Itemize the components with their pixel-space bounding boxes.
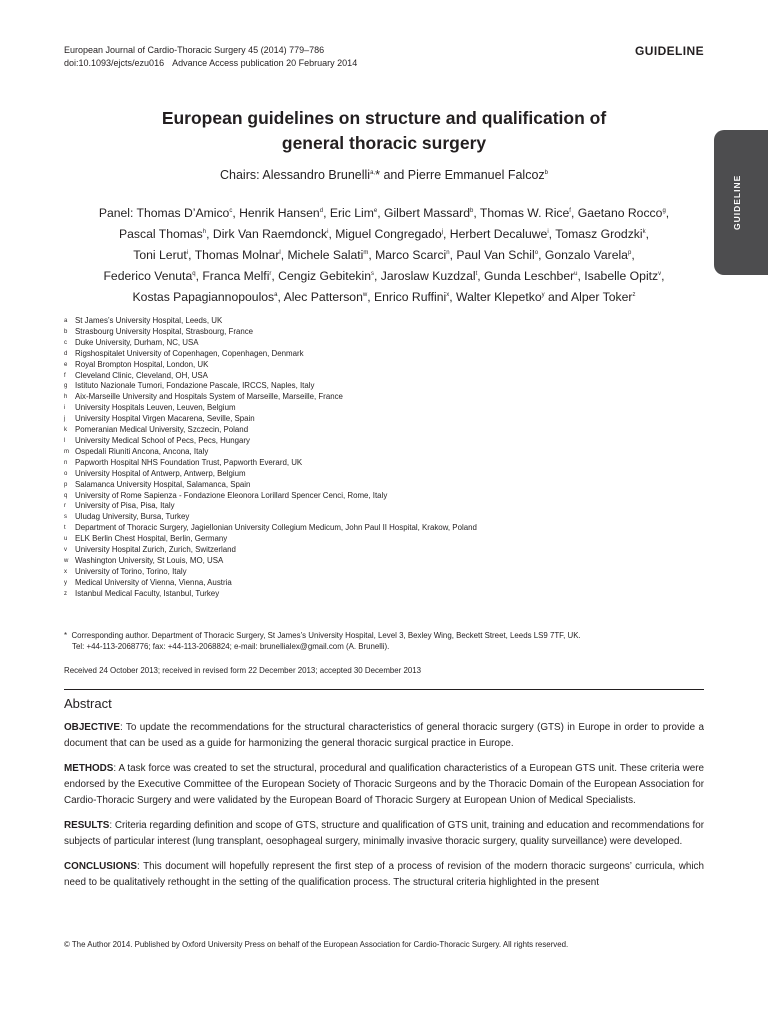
panel-author: , Henrik Hansen: [232, 206, 320, 220]
affiliation-item: [64, 349, 684, 360]
affiliations-list: [64, 316, 684, 600]
affiliation-marker: i: [547, 229, 549, 235]
panel-line: [64, 266, 704, 287]
affiliation-letter: h: [64, 394, 68, 401]
panel-author: Toni Lerut: [133, 248, 187, 262]
journal-doi-line: [64, 57, 357, 70]
affiliation-letter: m: [64, 448, 69, 455]
affiliation-letter: k: [64, 427, 67, 434]
panel-author: , Enrico Ruffini: [367, 290, 447, 304]
affiliation-item: [64, 414, 684, 425]
panel-author: , Alec Patterson: [277, 290, 363, 304]
affiliation-item: [64, 403, 684, 414]
abstract-section: [64, 859, 704, 891]
affiliation-item: [64, 360, 684, 371]
panel-author: , Gunda Leschber: [477, 269, 575, 283]
panel-author: ,: [661, 269, 665, 283]
received-dates: Received 24 October 2013; received in revised form 22 December 2013; accepted 30 December 2013: [64, 666, 422, 675]
affiliation-text: University Hospital Zurich, Zurich, Switzerland: [75, 545, 236, 555]
affiliation-marker: z: [632, 292, 636, 298]
affiliation-item: [64, 523, 684, 534]
affiliation-letter: y: [64, 579, 67, 586]
affiliation-text: Cleveland Clinic, Cleveland, OH, USA: [75, 370, 208, 380]
affiliation-letter: p: [64, 481, 68, 488]
panel-author: , Dirk Van Raemdonck: [206, 227, 328, 241]
affiliation-text: Duke University, Durham, NC, USA: [75, 337, 199, 347]
panel-line: [64, 224, 704, 245]
affiliation-letter: b: [64, 328, 68, 335]
panel-author: , Herbert Decaluwe: [443, 227, 548, 241]
affiliation-item: [64, 436, 684, 447]
side-tab: [714, 130, 768, 275]
affiliation-marker: w: [362, 292, 368, 298]
affiliation-marker: g: [662, 208, 666, 214]
panel-author: and Alper Toker: [544, 290, 633, 304]
affiliation-marker: b: [470, 208, 474, 214]
affiliation-marker: t: [475, 271, 478, 277]
doi[interactable]: doi:10.1093/ejcts/ezu016: [64, 58, 165, 68]
abstract-heading: Abstract: [64, 696, 112, 711]
affiliation-marker: e: [373, 208, 378, 214]
affiliation-item: [64, 327, 684, 338]
panel-author: , Isabelle Opitz: [577, 269, 659, 283]
panel-line: [64, 203, 704, 224]
panel-author: , Franca Melfi: [195, 269, 270, 283]
affiliation-letter: u: [64, 536, 68, 543]
affiliation-marker: y: [541, 292, 545, 298]
affiliation-item: [64, 589, 684, 600]
affiliation-marker: p: [627, 250, 632, 256]
chairs-line: [64, 168, 704, 182]
affiliation-marker: c: [229, 208, 233, 214]
chair-author-2: Pierre Emmanuel Falcoz: [407, 168, 545, 182]
affiliation-item: [64, 458, 684, 469]
affiliation-item: [64, 567, 684, 578]
advance-access: Advance Access publication 20 February 2014: [172, 58, 358, 68]
panel-author: Pascal Thomas: [119, 227, 203, 241]
affiliation-item: [64, 447, 684, 458]
panel-author: , Cengiz Gebitekin: [271, 269, 371, 283]
article-title: [64, 106, 704, 156]
section-label: GUIDELINE: [635, 44, 704, 58]
affiliation-letter: f: [64, 372, 66, 379]
affiliation-text: University Hospital of Antwerp, Antwerp, Belgium: [75, 468, 246, 478]
affiliation-letter: z: [64, 590, 67, 597]
affiliation-letter: l: [64, 437, 66, 444]
panel-author: ,: [665, 206, 670, 220]
panel-author: , Tomasz Grodzki: [548, 227, 643, 241]
affiliation-item: [64, 425, 684, 436]
copyright-footer: © The Author 2014. Published by Oxford University Press on behalf of the European Association for Cardio-Thoracic Surgery. All rights reserved.: [64, 940, 569, 949]
affiliation-letter: i: [64, 405, 66, 412]
affiliation-text: Medical University of Vienna, Vienna, Austria: [75, 577, 232, 587]
affiliation-letter: q: [64, 492, 68, 499]
panel-author: , Michele Salati: [280, 248, 364, 262]
affiliation-letter: n: [64, 459, 68, 466]
affiliation-letter: g: [64, 383, 68, 390]
affiliation-item: [64, 512, 684, 523]
affiliation-text: Rigshospitalet University of Copenhagen, Copenhagen, Denmark: [75, 348, 304, 358]
affiliation-letter: s: [64, 514, 67, 521]
affiliation-letter: r: [64, 503, 66, 510]
abstract-body: [64, 720, 704, 900]
journal-meta: [64, 44, 357, 70]
correspondence-line-1: Corresponding author. Department of Thoracic Surgery, St James’s University Hospital, Level 3, Bexley Wing, Beckett Street, Leeds LS9 7TF, UK.: [71, 631, 581, 640]
affiliation-marker: q: [192, 271, 196, 277]
panel-author: , Gaetano Rocco: [570, 206, 663, 220]
affiliation-item: [64, 480, 684, 491]
affiliation-item: [64, 338, 684, 349]
affiliation-text: Uludag University, Bursa, Turkey: [75, 512, 190, 522]
correspondence-marker: *: [64, 631, 68, 640]
abstract-section: [64, 761, 704, 809]
panel-author: , Thomas W. Rice: [473, 206, 570, 220]
affiliation-marker: k: [642, 229, 646, 235]
affiliation-text: Royal Brompton Hospital, London, UK: [75, 359, 209, 369]
affiliation-letter: c: [64, 339, 67, 346]
affiliation-item: [64, 556, 684, 567]
affiliation-marker: r: [269, 271, 272, 277]
affiliation-item: [64, 392, 684, 403]
affiliation-letter: d: [64, 350, 68, 357]
panel-author: , Thomas Molnar: [188, 248, 280, 262]
abstract-section-text: : A task force was created to set the structural, procedural and qualification characteristics of a European GTS unit. These criteria were endorsed by the Executive Committee of the European Society of Thoracic Surgeons and by the Thoracic Domain of the European Association for Cardio-Thoracic Surgery and were validated by the European Board of Thoracic Surgery at European Union of Medical Specialists.: [64, 763, 704, 806]
affiliation-text: Strasbourg University Hospital, Strasbourg, France: [75, 326, 254, 336]
affiliation-text: Department of Thoracic Surgery, Jagiellonian University Collegium Medicum, John Paul II Hospital, Krakow, Poland: [75, 523, 477, 533]
affiliation-item: [64, 501, 684, 512]
affiliation-item: [64, 469, 684, 480]
affiliation-marker: o: [534, 250, 539, 256]
abstract-section-label: METHODS: [64, 763, 114, 774]
panel-author: , Jaroslaw Kuzdzal: [374, 269, 476, 283]
journal-citation: European Journal of Cardio-Thoracic Surgery 45 (2014) 779–786: [64, 45, 325, 55]
side-tab-label: GUIDELINE: [732, 174, 742, 230]
affiliation-item: [64, 491, 684, 502]
affiliation-text: Aix-Marseille University and Hospitals System of Marseille, Marseille, France: [75, 392, 343, 402]
panel-author: , Gonzalo Varela: [538, 248, 628, 262]
panel-author: Panel: Thomas D’Amico: [98, 206, 230, 220]
affiliation-item: [64, 534, 684, 545]
affiliation-letter: o: [64, 470, 68, 477]
abstract-section-label: CONCLUSIONS: [64, 861, 137, 872]
divider: [64, 689, 704, 690]
panel-author: ,: [631, 248, 635, 262]
affiliation-item: [64, 381, 684, 392]
affiliation-letter: e: [64, 361, 68, 368]
affiliation-letter: j: [64, 416, 66, 423]
abstract-section-text: : To update the recommendations for the structural characteristics of general thoracic surgery (GTS) in Europe in order to provide a document that can be used as a guide for harmonizing the general thoracic surgical practice in Europe.: [64, 722, 704, 749]
correspondence-line-2: Tel: +44-113-2068776; fax: +44-113-2068824; e-mail: brunellialex@gmail.com (A. Brunelli).: [72, 642, 390, 651]
abstract-section-label: OBJECTIVE: [64, 722, 120, 733]
affiliation-text: Ospedali Riuniti Ancona, Ancona, Italy: [75, 446, 209, 456]
panel-author: Federico Venuta: [103, 269, 193, 283]
chairs-prefix: Chairs:: [220, 168, 263, 182]
title-line-1: European guidelines on structure and qualification of: [161, 108, 607, 128]
affiliation-marker: j: [441, 229, 443, 235]
chair-author-1: Alessandro Brunelli: [262, 168, 371, 182]
chair-author-1-affil: a,: [370, 170, 376, 176]
affiliation-letter: a: [64, 318, 68, 324]
affiliation-text: University Medical School of Pecs, Pecs, Hungary: [75, 435, 250, 445]
abstract-section-text: : This document will hopefully represent the first step of a process of revision of the modern thoracic surgeons’ curricula, which need to be qualitatively rethought in the setting of the qualification process. The structural criteria highlighted in the present: [64, 861, 704, 888]
panel-author: ,: [645, 227, 649, 241]
affiliation-text: University of Pisa, Pisa, Italy: [75, 501, 175, 511]
affiliation-text: Istituto Nazionale Tumori, Fondazione Pascale, IRCCS, Naples, Italy: [75, 381, 315, 391]
affiliation-letter: w: [64, 557, 69, 564]
abstract-section: [64, 720, 704, 752]
abstract-section-label: RESULTS: [64, 820, 110, 831]
affiliation-text: Istanbul Medical Faculty, Istanbul, Turkey: [75, 588, 220, 598]
affiliation-text: Papworth Hospital NHS Foundation Trust, Papworth Everard, UK: [75, 457, 303, 467]
panel-author: , Eric Lim: [323, 206, 374, 220]
affiliation-text: University Hospital Virgen Macarena, Seville, Spain: [75, 414, 255, 424]
affiliation-marker: n: [446, 250, 450, 256]
panel-line: [64, 287, 704, 308]
panel-author: Kostas Papagiannopoulos: [132, 290, 275, 304]
affiliation-marker: l: [279, 250, 281, 256]
affiliation-text: St James’s University Hospital, Leeds, UK: [75, 316, 223, 325]
corresponding-star: *: [375, 168, 380, 182]
affiliation-item: [64, 545, 684, 556]
affiliation-marker: i: [186, 250, 189, 256]
panel-line: [64, 245, 704, 266]
affiliation-marker: h: [202, 229, 207, 235]
affiliation-marker: u: [574, 271, 578, 277]
panel-author: , Miguel Congregado: [328, 227, 442, 241]
affiliation-marker: m: [363, 250, 369, 256]
abstract-section-text: : Criteria regarding definition and scope of GTS, structure and qualification of GTS unit, training and education and recommendations for subjects of particular interest (lung transplant, oesophageal surgery, minimally invasive thoracic surgery, quality surveillance) were developed.: [64, 820, 704, 847]
affiliation-text: University Hospitals Leuven, Leuven, Belgium: [75, 403, 236, 413]
affiliation-marker: f: [569, 208, 571, 214]
affiliation-text: Pomeranian Medical University, Szczecin, Poland: [75, 425, 249, 435]
panel-author: , Paul Van Schil: [449, 248, 535, 262]
affiliation-letter: x: [64, 568, 67, 575]
affiliation-letter: t: [64, 525, 66, 532]
affiliation-letter: v: [64, 547, 67, 554]
affiliation-text: University of Rome Sapienza - Fondazione Eleonora Lorillard Spencer Cenci, Rome, Italy: [75, 490, 388, 500]
panel-authors: [64, 203, 704, 308]
affiliation-marker: i: [327, 229, 329, 235]
affiliation-text: ELK Berlin Chest Hospital, Berlin, Germany: [75, 534, 228, 544]
affiliation-marker: v: [658, 271, 662, 277]
title-line-2: general thoracic surgery: [281, 133, 487, 153]
correspondence: [64, 630, 704, 652]
abstract-section: [64, 818, 704, 850]
affiliation-marker: d: [319, 208, 324, 214]
affiliation-text: Washington University, St Louis, MO, USA: [75, 555, 224, 565]
affiliation-text: University of Torino, Torino, Italy: [75, 566, 187, 576]
chair-author-2-affil: b: [544, 170, 548, 176]
panel-author: , Gilbert Massard: [377, 206, 470, 220]
affiliation-item: [64, 316, 684, 327]
affiliation-text: Salamanca University Hospital, Salamanca, Spain: [75, 479, 251, 489]
panel-author: , Walter Klepetko: [449, 290, 542, 304]
affiliation-marker: s: [371, 271, 374, 277]
affiliation-marker: x: [446, 292, 450, 298]
panel-author: , Marco Scarci: [368, 248, 447, 262]
affiliation-item: [64, 371, 684, 382]
chairs-connector: and: [379, 168, 408, 182]
affiliation-marker: a: [274, 292, 278, 298]
affiliation-item: [64, 578, 684, 589]
